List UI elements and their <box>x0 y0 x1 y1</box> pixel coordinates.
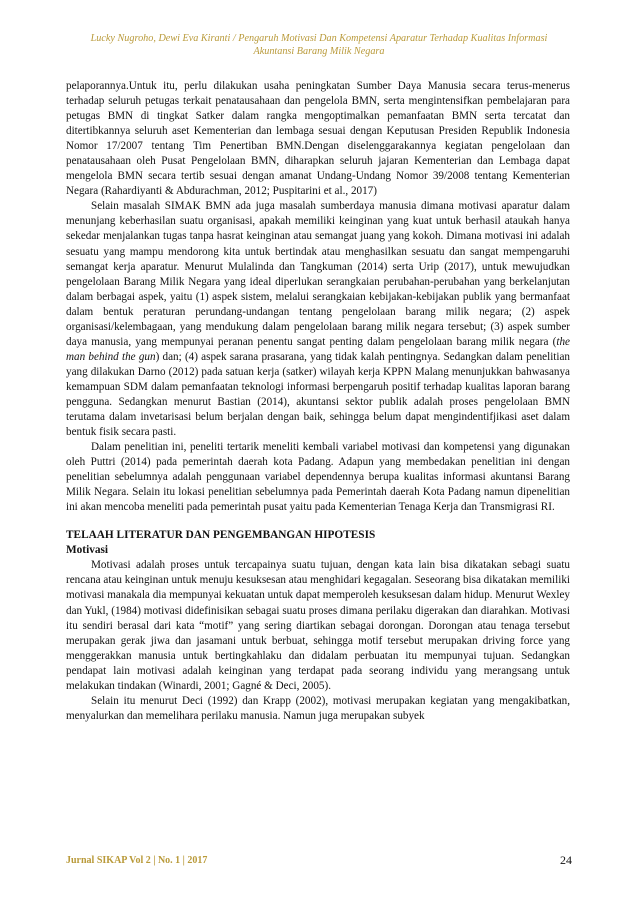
paragraph-3: Dalam penelitian ini, peneliti tertarik meneliti kembali variabel motivasi dan kompetensi yang digunakan oleh Puttri (2014) pada pemerintah daerah kota Padang. Adapun yang membedakan penelitian ini dengan penelitian sebelumnya adalah penggunaan variabel dependennya berupa kualitas informasi akuntansi Barang Milik Negara. Selain itu lokasi penelitian sebelumnya pada Pemerintah daerah Kota Padang namun dipenelitian ini akan mencoba meneliti pada pemerintah pusat yaitu pada Kementerian Tenaga Kerja dan Transmigrasi RI. <box>66 441 570 514</box>
paragraph-2-start: Selain masalah SIMAK BMN ada juga masalah sumberdaya manusia dimana motivasi aparatur dalam menunjang keberhasilan suatu organisasi, apakah memiliki keinginan yang kuat untuk berhasil ataukah hanya sekedar menjalankan tugas tanpa hasrat keinginan atau semangat juang yang kokoh. Dimana motivasi ini adalah sesuatu yang mampu mendorong kita untuk bertindak atau menghasilkan sesuatu dan sangat mempengaruhi semangat kerja aparatur. Menurut Mulalinda dan Tangkuman (2014) serta Urip (2017), untuk mewujudkan pengelolaan Barang Milik Negara yang ideal diperlukan serangkaian perubahan-perubahan yang berkelanjutan dalam berbagai aspek, yaitu (1) aspek sistem, melalui serangkaian kebijakan-kebijakan publik yang bermanfaat dalam bentuk peraturan perundang-undangan tentang pengelolaan barang milik negara; (2) aspek organisasi/kelembagaan, yang mendukung dalam pengelolaan barang milik negara tersebut; (3) aspek sumber daya manusia, yang mempunyai peranan penentu sangat penting dalam pengelolaan barang milik negara ( <box>66 200 570 348</box>
section-spacer <box>66 515 570 528</box>
journal-footer: Jurnal SIKAP Vol 2 | No. 1 | 2017 <box>66 855 208 866</box>
running-header-line-2: Akuntansi Barang Milik Negara <box>253 46 385 57</box>
paragraph-4: Motivasi adalah proses untuk tercapainya suatu tujuan, dengan kata lain bisa dikatakan sebagi suatu rencana atau keinginan untuk menuju kesuksesan atau menghidari kegagalan. Seseorang bisa dikatakan memiliki motivasi manakala dia mempunyai kekuatan untuk dapat memperoleh kesuksesan dalam hidup. Menurut Wexley dan Yukl, (1984) motivasi didefinisikan sebagai suatu proses dimana perilaku digerakan dan diarahkan. Motivasi itu sendiri berasal dari kata “motif” yang sering diartikan sebagai dorongan. Dorongan atau tenaga tersebut merupakan gerak jiwa dan jasamani untuk berbuat, sehingga motif tersebut merupakan driving force yang menggerakkan manusia untuk bertingkahlaku dan didalam perbuatan itu mempunyai tujuan. Sedangkan pendapat lain motivasi adalah keinginan yang terdapat pada seorang individu yang merangsang untuk melakukan tindakan (Winardi, 2001; Gagné & Deci, 2005). <box>66 559 570 692</box>
paragraph-5: Selain itu menurut Deci (1992) dan Krapp (2002), motivasi merupakan kegiatan yang mengakibatkan, menyalurkan dan memelihara perilaku manusia. Namun juga merupakan subyek <box>66 694 570 722</box>
running-header-line-1: Lucky Nugroho, Dewi Eva Kiranti / Pengaruh Motivasi Dan Kompetensi Aparatur Terhadap Kualitas Informasi <box>90 33 548 44</box>
subsection-heading: Motivasi <box>66 544 109 557</box>
section-heading: TELAAH LITERATUR DAN PENGEMBANGAN HIPOTESIS <box>66 529 376 542</box>
article-body <box>66 79 570 724</box>
page-number: 24 <box>560 853 572 867</box>
paragraph-2-end: ) dan; (4) aspek sarana prasarana, yang tidak kalah pentingnya. Sedangkan dalam penelitian yang dilakukan Darno (2012) pada satuan kerja (satker) wilayah kerja KPPN Malang menunjukkan bahwasanya kemampuan SDM dalam pemanfaatan teknologi informasi berpengaruh positif terhadap kualitas laporan barang pengguna. Sedangkan menurut Bastian (2014), akuntansi sektor publik adalah proses pengelolaan BMN terutama dalam invetarisasi belum berjalan dengan baik, sehingga belum dapat mengindentifjikasi aset dalam bentuk fisik secara pasti. <box>66 350 571 439</box>
running-header <box>60 32 578 58</box>
paragraph-1: pelaporannya.Untuk itu, perlu dilakukan usaha peningkatan Sumber Daya Manusia secara terus-menerus terhadap seluruh petugas terkait penatausahaan dan pengelola BMN, serta mengintensifkan pembelajaran para petugas BMN di tingkat Satker dalam rangka mengoptimalkan pemanfaatan BMN serta tercatat dan ditertibkannya seluruh aset Kementerian dan lembaga sesuai dengan Keputusan Presiden Republik Indonesia Nomor 17/2007 tentang Tim Penertiban BMN.Dengan diselenggarakannya kegiatan pengelolaan dan penatausahaan oleh Pusat Pengelolaan BMN, diharapkan seluruh jajaran Kementerian dan Lembaga dapat mengelola BMN secara tertib sesuai dengan amanat Undang-Undang Nomor 39/2008 tentang Kementerian Negara (Rahardiyanti & Abdurachman, 2012; Puspitarini et al., 2017) <box>66 80 570 198</box>
paragraph-2-italic-phrase: the man behind the gun <box>66 335 570 363</box>
paragraph-2 <box>66 199 570 440</box>
